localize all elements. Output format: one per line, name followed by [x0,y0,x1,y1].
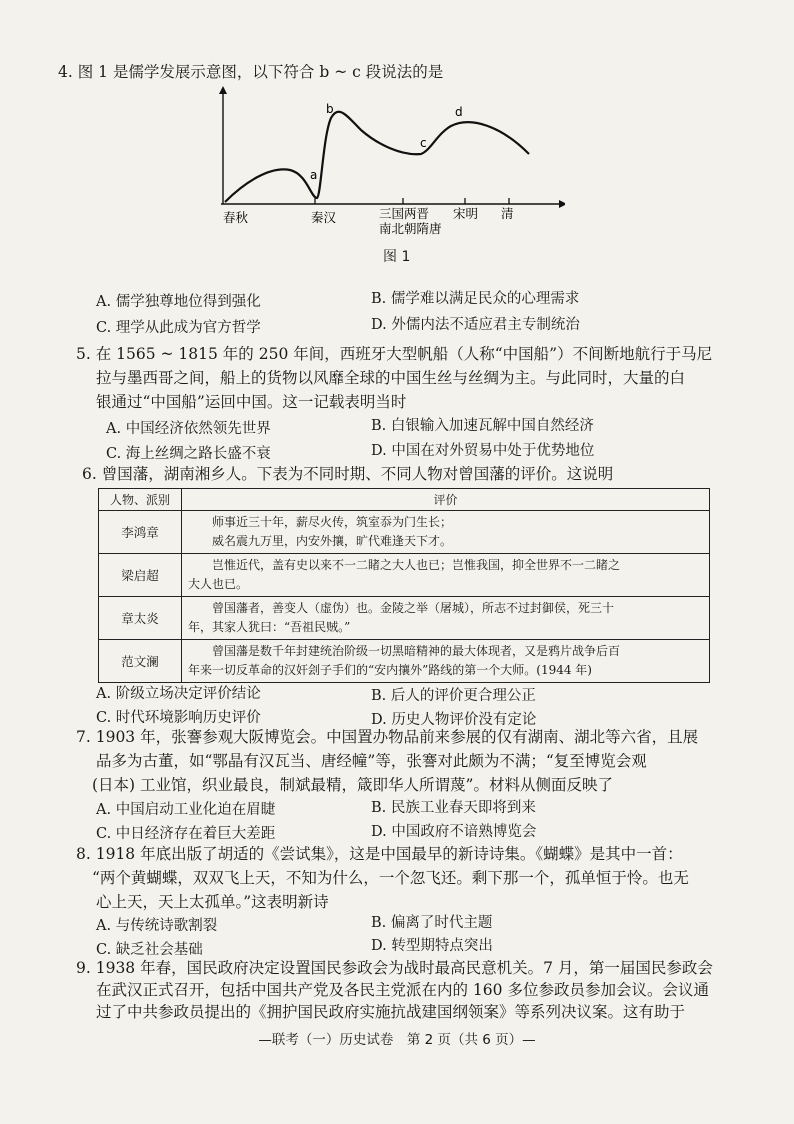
point-label-b: b [326,102,334,116]
q7-stem-line-2: 品多为古董，如“鄂晶有汉瓦当、唐经幢”等，张謇对此颇为不满；“复至博览会观 [96,752,647,770]
evaluation-line: 曾国藩者，善变人（虚伪）也。金陵之举（屠城），所志不过封御侯，死三十 [212,601,615,615]
table-cell-evaluation [182,511,710,554]
q4-stem: 4. 图 1 是儒学发展示意图，以下符合 b ~ c 段说法的是 [58,63,444,81]
q8-option-d[interactable]: D. 转型期特点突出 [371,938,493,954]
q7-stem-line-3: (日本) 工业馆，织业最良，制斌最精，箴即华人所谓蔑”。材料从侧面反映了 [92,776,613,794]
x-label-nanbei: 南北朝隋唐 [379,221,442,236]
table-row [99,597,710,640]
x-axis-arrow [559,200,565,208]
table-row [99,511,710,554]
evaluation-line: 岂惟近代，盖有史以来不一二睹之大人也已；岂惟我国，抑全世界不一二睹之 [212,558,621,572]
table-header-evaluation: 评价 [182,489,710,511]
q8-stem-line-3: 心上天，天上太孤单。”这表明新诗 [96,893,329,911]
y-axis-arrow [219,86,227,94]
q8-stem-line-2: “两个黄蝴蝶，双双飞上天，不知为什么，一个忽飞还。剩下那一个，孤单恒于怜。也无 [92,869,689,887]
table-header-row [99,489,710,511]
x-label-songming: 宋明 [453,206,479,221]
development-curve [225,112,529,202]
x-label-chunqiu: 春秋 [223,210,249,225]
x-label-qinhan: 秦汉 [311,210,337,225]
point-label-c: c [420,136,427,150]
q4-confucianism-figure [215,86,565,236]
point-label-d: d [455,105,463,119]
evaluation-line: 年来一切反革命的汉奸刽子手们的“安内攘外”路线的第一个大师。(1944 年) [188,663,592,677]
page-footer: —联考（一）历史试卷 第 2 页（共 6 页）— [258,1032,536,1048]
q9-stem-line-1: 9. 1938 年春，国民政府决定设置国民参政会为战时最高民意机关。7 月，第一届国民参政会 [76,959,713,977]
q5-option-a[interactable]: A. 中国经济依然领先世界 [106,421,271,437]
q5-option-c[interactable]: C. 海上丝绸之路长盛不衰 [106,446,271,462]
q8-stem-line-1: 8. 1918 年底出版了胡适的《尝试集》，这是中国最早的新诗诗集。《蝴蝶》是其中一首： [76,845,683,863]
q4-option-d[interactable]: D. 外儒内法不适应君主专制统治 [371,317,580,333]
q7-option-a[interactable]: A. 中国启动工业化迫在眉睫 [96,802,276,818]
q6-option-b[interactable]: B. 后人的评价更合理公正 [371,688,536,704]
q7-option-b[interactable]: B. 民族工业春天即将到来 [371,800,536,816]
q9-stem-line-2: 在武汉正式召开，包括中国共产党及各民主党派在内的 160 多位参政员参加会议。会议通 [96,981,709,999]
table-cell-person: 范文澜 [99,640,182,683]
q6-stem: 6. 曾国藩，湖南湘乡人。下表为不同时期、不同人物对曾国藩的评价。这说明 [82,465,614,483]
q8-option-a[interactable]: A. 与传统诗歌割裂 [96,918,218,934]
evaluation-line: 曾国藩是数千年封建统治阶级一切黑暗精神的最大体现者，又是鸦片战争后百 [212,644,621,658]
q9-stem-line-3: 过了中共参政员提出的《拥护国民政府实施抗战建国纲领案》等系列决议案。这有助于 [96,1003,686,1021]
q7-option-c[interactable]: C. 中日经济存在着巨大差距 [96,826,276,842]
q7-option-d[interactable]: D. 中国政府不谙熟博览会 [371,824,537,840]
q5-stem-line-1: 5. 在 1565 ~ 1815 年的 250 年间，西班牙大型帆船（人称“中国船”）不间断地航行于马尼 [76,345,713,363]
q6-option-d[interactable]: D. 历史人物评价没有定论 [371,712,537,728]
q4-option-a[interactable]: A. 儒学独尊地位得到强化 [96,294,261,310]
table-row [99,640,710,683]
point-label-a: a [310,168,318,182]
evaluation-line: 威名震九万里，内安外攘，旷代难逢天下才。 [212,534,453,548]
q6-option-a[interactable]: A. 阶级立场决定评价结论 [96,686,261,702]
table-cell-person: 李鸿章 [99,511,182,554]
table-cell-person: 梁启超 [99,554,182,597]
table-cell-evaluation [182,597,710,640]
table-cell-evaluation [182,554,710,597]
evaluation-line: 年，其家人犹曰：“吾祖民贼。” [188,620,351,634]
q5-option-b[interactable]: B. 白银输入加速瓦解中国自然经济 [371,418,594,434]
q7-stem-line-1: 7. 1903 年，张謇参观大阪博览会。中国置办物品前来参展的仅有湖南、湖北等六省，且展 [76,728,699,746]
q5-stem-line-3: 银通过“中国船”运回中国。这一记载表明当时 [96,393,407,411]
table-header-person: 人物、派别 [99,489,182,511]
q6-option-c[interactable]: C. 时代环境影响历史评价 [96,710,261,726]
q5-stem-line-2: 拉与墨西哥之间，船上的货物以风靡全球的中国生丝与丝绸为主。与此同时，大量的白 [96,369,686,387]
evaluation-line: 大人也已。 [188,577,249,591]
q8-option-b[interactable]: B. 偏离了时代主题 [371,915,493,931]
x-label-sanguo: 三国两晋 [379,206,430,221]
evaluation-line: 师事近三十年，薪尽火传，筑室忝为门生长； [212,515,453,529]
x-label-qing: 清 [501,206,514,221]
table-cell-evaluation [182,640,710,683]
q8-option-c[interactable]: C. 缺乏社会基础 [96,942,203,958]
figure-caption: 图 1 [383,249,411,265]
q4-option-b[interactable]: B. 儒学难以满足民众的心理需求 [371,291,580,307]
table-cell-person: 章太炎 [99,597,182,640]
q6-evaluation-table [98,488,710,683]
q5-option-d[interactable]: D. 中国在对外贸易中处于优势地位 [371,443,595,459]
table-row [99,554,710,597]
q4-option-c[interactable]: C. 理学从此成为官方哲学 [96,320,261,336]
